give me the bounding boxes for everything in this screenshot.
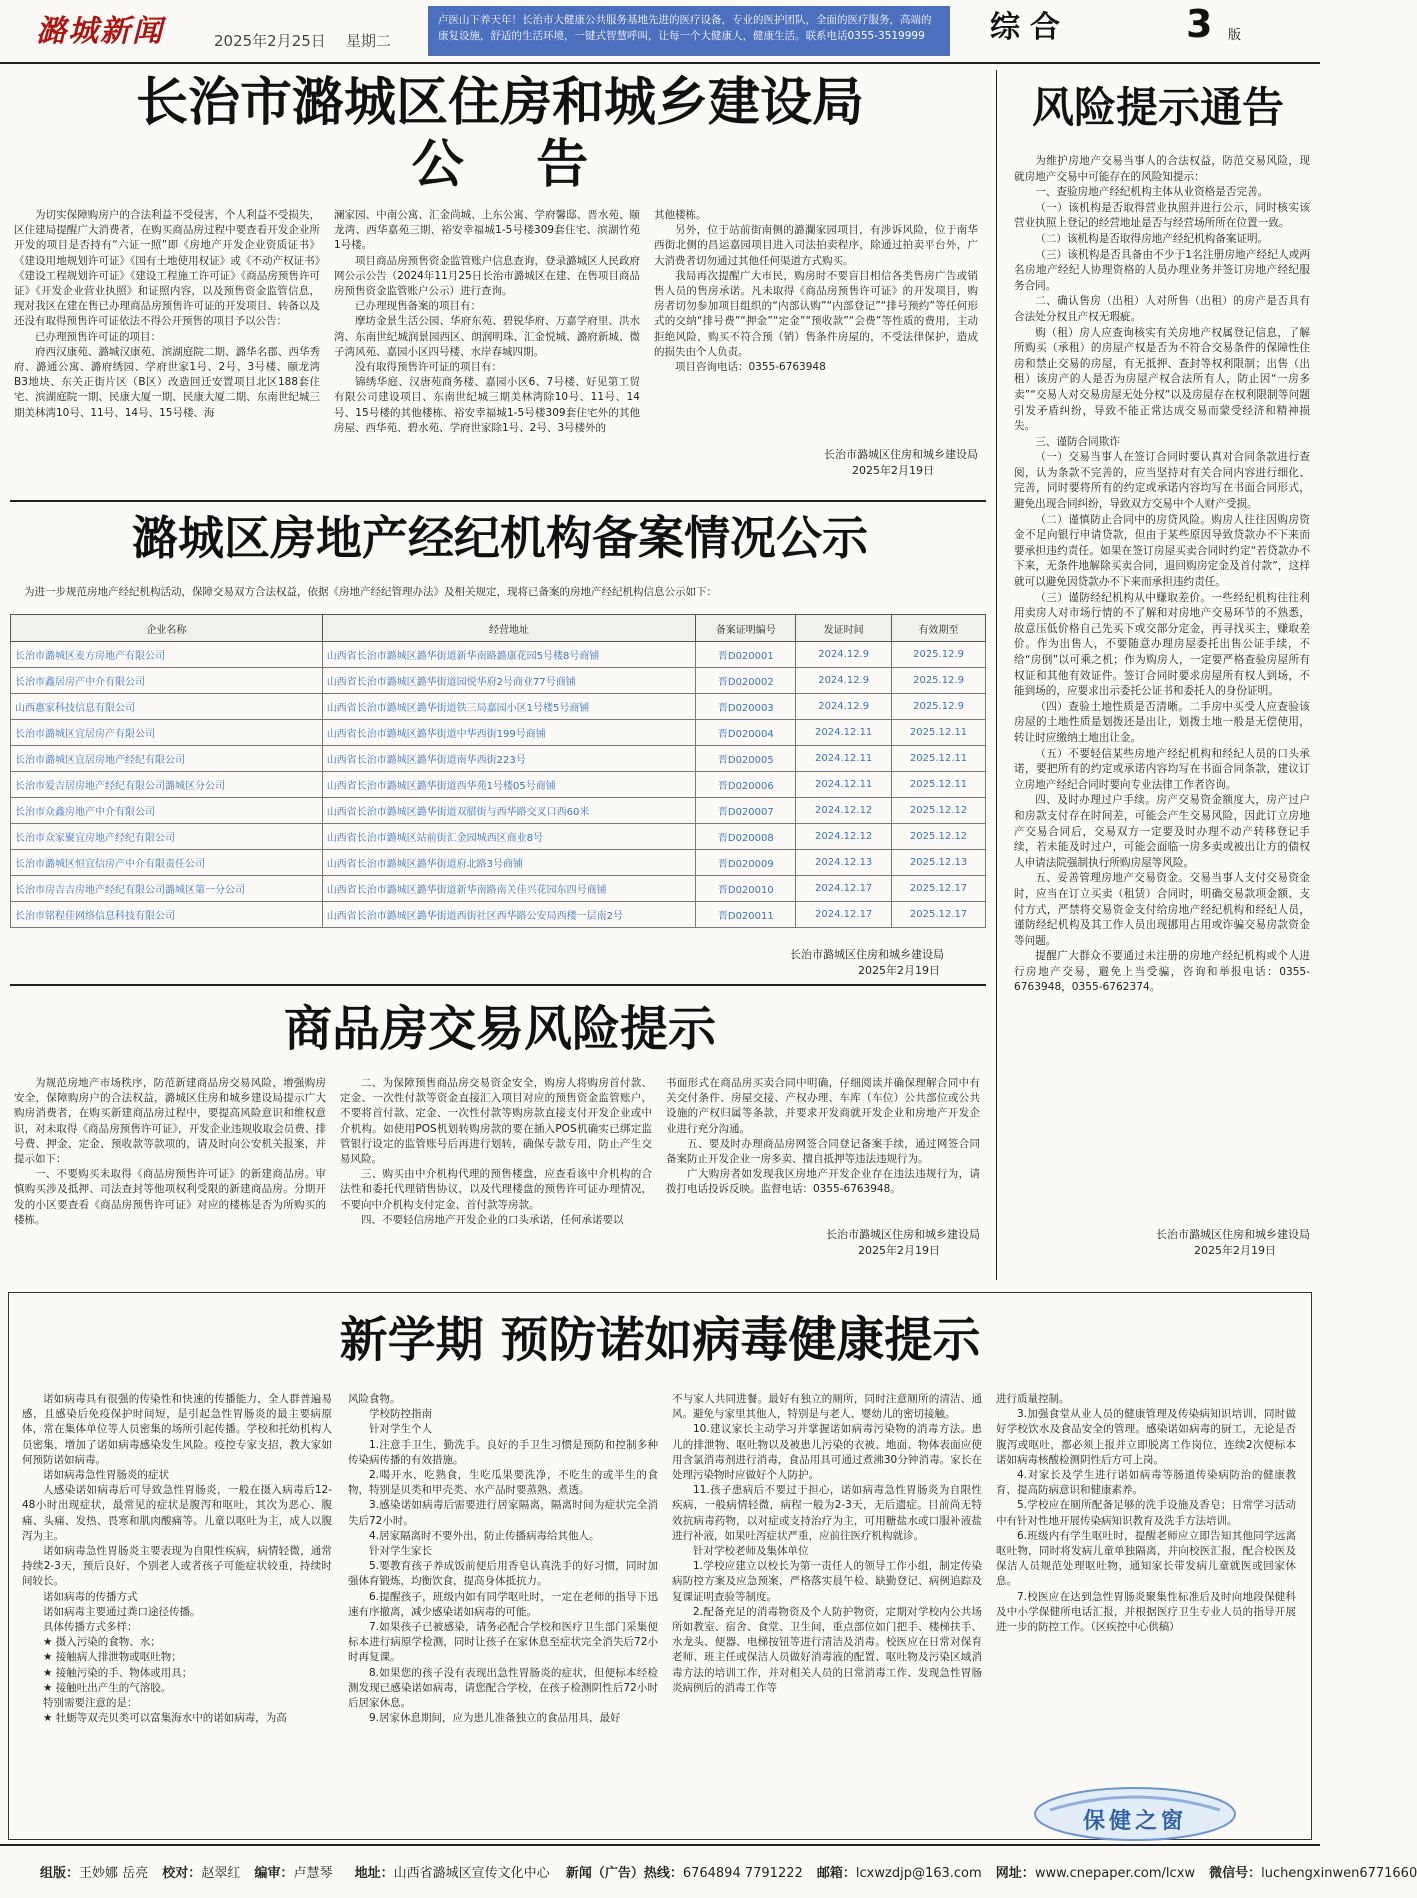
paragraph: 4.对家长及学生进行诺如病毒等肠道传染病防治的健康教育，提高防病意识和健康素养。 — [996, 1469, 1296, 1497]
health-column-1 — [22, 1392, 332, 1832]
cell-cert-no: 晋D020005 — [696, 746, 796, 772]
cell-valid-until: 2025.12.11 — [892, 746, 986, 772]
paragraph: 诺如病毒急性胃肠炎的症状 — [43, 1469, 169, 1482]
cell-issue-date: 2024.12.11 — [796, 746, 892, 772]
table-row — [11, 720, 986, 746]
paragraph: 为切实保障购房户的合法利益不受侵害，个人利益不受损失，区住建局提醒广大消费者，在购买商品房过程中要查看开发企业所开发的项目是否持有“六证一照”即《房地产开发企业资质证书》《建设用地规划许可证》《国有土地使用权证》或《不动产权证书》《建设工程规划许可证》《建设工程施工许可证》《商品房预售许可证》《开发企业营业执照》和证照内容，以及预售资金监管信息，现对我区在建在售已办理商品房预售许可证的开发项目、转备以及还没有取得预售许可证依法不得公开预售的项目予以公告： — [14, 209, 320, 328]
paragraph: 五、要及时办理商品房网签合同登记备案手续，通过网签合同备案防止开发企业一房多卖、擅自抵押等违法违规行为。 — [666, 1137, 980, 1166]
cell-valid-until: 2025.12.11 — [892, 772, 986, 798]
cell-valid-until: 2025.12.12 — [892, 798, 986, 824]
cell-valid-until: 2025.12.11 — [892, 720, 986, 746]
paragraph: （四）查验土地性质是否清晰。二手房中买受人应查验该房屋的土地性质是划拨还是出让，划拨土地一般是无偿使用，转让时应缴纳土地出让金。 — [1014, 700, 1310, 744]
page-unit: 版 — [1228, 28, 1242, 43]
paragraph: 针对学校老师及集体单位 — [693, 1545, 809, 1558]
table-row — [11, 642, 986, 668]
paragraph: 其他楼栋。 — [654, 209, 707, 221]
paragraph: 诺如病毒急性胃肠炎主要表现为自限性疾病，病情轻微，通常持续2-3天，预后良好，个别老人或者孩子可能症状较重，持续时间较长。 — [22, 1545, 332, 1588]
footer-label: 网址： — [995, 1866, 1035, 1881]
cell-valid-until: 2025.12.9 — [892, 694, 986, 720]
paragraph: 府西汉康苑、潞城汉康苑、滨湖庭院二期、潞华名郡、西华秀府、潞通公寓、潞府绣园、学府世家1号、2号、3号楼、颐龙湾B3地块、东关正街片区（B区）改造回迁安置项目北区188套住宅、滨湖庭院一期、民康大厦一期、民康大厦二期、东南世纪城三期美林湾10号、11号、14号、15号楼、海 — [14, 345, 320, 419]
paragraph: 一、不要购买未取得《商品房预售许可证》的新建商品房。审慎购买涉及抵押、司法查封等他项权利受限的新建商品房。分期开发的小区要查看《商品房预售许可证》对应的楼栋是否为所购买的楼栋。 — [14, 1168, 326, 1226]
paragraph: 澜家园、中南公寓、汇金尚城、上东公寓、学府馨邸、晋水苑、颐龙湾、西华嘉苑三期、裕安幸福城1-5号楼309套住宅、滨湖竹苑1号楼。 — [334, 209, 640, 252]
cell-company: 山西惠家科技信息有限公司 — [11, 694, 323, 720]
cell-cert-no: 晋D020011 — [696, 902, 796, 928]
paragraph: 为维护房地产交易当事人的合法权益，防范交易风险，现就房地产交易中可能存在的风险知提示： — [1014, 155, 1310, 183]
paragraph: 10.建议家长主动学习并掌握诺如病毒污染物的消毒方法。患儿的排泄物、呕吐物以及被患儿污染的衣被、地面、物体表面应使用含氯消毒剂进行消毒，食品用具可通过煮沸30分钟消毒。家长在处理污染物时应做好个人防护。 — [672, 1423, 982, 1482]
cell-cert-no: 晋D020004 — [696, 720, 796, 746]
masthead — [0, 0, 1320, 64]
paragraph: ★ 牡蛎等双壳贝类可以富集海水中的诺如病毒，为高 — [43, 1712, 287, 1725]
cell-cert-no: 晋D020008 — [696, 824, 796, 850]
cell-address: 山西省长治市潞城区站前街汇金园城西区商业8号 — [322, 824, 696, 850]
paragraph: 已办理现售备案的项目有： — [355, 300, 481, 313]
commodity-date: 2025年2月19日 — [858, 1244, 940, 1257]
agency-signature: 长治市潞城区住房和城乡建设局 — [790, 948, 944, 961]
announcement-column-2 — [334, 208, 640, 498]
paragraph: 一、查验房地产经纪机构主体从业资格是否完善。 — [1035, 186, 1269, 199]
paragraph: 具体传播方式多样： — [43, 1621, 138, 1634]
cell-cert-no: 晋D020002 — [696, 668, 796, 694]
cell-issue-date: 2024.12.12 — [796, 824, 892, 850]
paragraph: 6.班级内有学生呕吐时，提醒老师应立即告知其他同学远离呕吐物，同时将发病儿童单独隔离，并向校医汇报，配合校医及保洁人员规范处理呕吐物，通知家长带发病儿童就医或回家休息。 — [996, 1529, 1296, 1588]
footer-rule — [0, 1844, 1320, 1846]
cell-address: 山西省长治市潞城区潞华街道府北路3号商铺 — [322, 850, 696, 876]
paragraph: 项目商品房预售资金监管账户信息查询，登录潞城区人民政府网公示公告（2024年11月25日长治市潞城区在建、在售项目商品房预售资金监管账户公示）进行查询。 — [334, 254, 640, 298]
issue-weekday: 星期二 — [346, 32, 392, 50]
footer-editor: 卢慧琴 — [293, 1866, 333, 1881]
paragraph: 1.注意手卫生，勤洗手。良好的手卫生习惯是预防和控制多种传染病传播的有效措施。 — [348, 1438, 658, 1466]
paragraph: ★ 接触病人排泄物或呕吐物； — [43, 1651, 182, 1664]
page-number: 3 — [1186, 2, 1213, 46]
cell-valid-until: 2025.12.9 — [892, 668, 986, 694]
table-row — [11, 694, 986, 720]
paragraph: 针对学生家长 — [369, 1545, 432, 1558]
paragraph: 我局再次提醒广大市民，购房时不要盲目相信各类售房广告或销售人员的售房承诺。凡未取得《商品房预售许可证》的开发项目，购房者切勿参加项目组织的“内部认购”“内部登记”“排号预约”等任何形式的交纳“排号费”“押金”“定金”“预收款”“会费”等性质的费用，主动拒绝风险，购买不符合预（销）售条件房屋的，不受法律保护，造成的损失由个人负责。 — [654, 269, 978, 358]
footer-web: www.cnepaper.com/lcxw — [1034, 1866, 1196, 1881]
paragraph: 诺如病毒具有很强的传染性和快速的传播能力，全人群普遍易感，且感染后免疫保护时间短，是引起急性胃肠炎的最主要病原体，常在集体单位等人员密集的场所引起传播。学校和托幼机构人员密集，增加了诺如病毒感染发生风险。疫控专家支招，教大家如何预防诺如病毒。 — [22, 1393, 332, 1466]
paragraph: 锦绣华庭、汉唐苑商务楼、嘉园小区6、7号楼、好见第工贸有限公司建设项目、东南世纪城三期美林湾除10号、11号、14号、15号楼的其他楼栋、裕安幸福城1-5号楼309套住宅外的其他房屋、西华苑、碧水苑、学府世家除1号、2号、3号楼外的 — [334, 376, 640, 434]
cell-cert-no: 晋D020007 — [696, 798, 796, 824]
header-advertisement: 卢医山下养天年！长治市大健康公共服务基地先进的医疗设备，专业的医护团队，全面的医疗服务，高端的康复设施，舒适的生活环境，一键式智慧呼叫，让每一个大健康人，健康生活。联系电话0355-3519999 — [428, 6, 950, 56]
cell-valid-until: 2025.12.13 — [892, 850, 986, 876]
paragraph: 为规范房地产市场秩序，防范新建商品房交易风险，增强购房安全，保障购房户的合法权益，潞城区住房和城乡建设局提示广大购房消费者，在购买新建商品房过程中，要提高风险意识和维权意识，对未取得《商品房预售许可证》，开发企业违规收取会员费、排号费、押金、定金、预收款等款项的，请及时向公安机关报案，并提示如下： — [14, 1077, 326, 1166]
paragraph: 5.学校应在厕所配备足够的洗手设施及香皂；日常学习活动中有针对性地开展传染病知识教育及洗手方法培训。 — [996, 1499, 1296, 1527]
footer — [0, 1848, 1417, 1898]
health-column-3 — [672, 1392, 982, 1832]
cell-company: 长治市潞城区宜居房产有限公司 — [11, 720, 323, 746]
paragraph: 没有取得预售许可证的项目有： — [355, 361, 502, 374]
paragraph: 学校防控指南 — [369, 1408, 432, 1421]
cell-address: 山西省长治市潞城区潞华街道双腊街与西华路交叉口西60米 — [322, 798, 696, 824]
paragraph: 6.提醒孩子，班级内如有同学呕吐时，一定在老师的指导下迅速有序撤离，减少感染诺如病毒的可能。 — [348, 1590, 658, 1618]
cell-company: 长治市众鑫房地产中介有限公司 — [11, 798, 323, 824]
risk-notice-signature: 长治市潞城区住房和城乡建设局 — [1156, 1228, 1310, 1241]
paragraph: （一）交易当事人在签订合同时要认真对合同条款进行查阅，认为条款不完善的，应当坚持对有关合同内容进行细化、完善，同时要将所有的约定或承诺内容均写在书面合同形式，避免出现合同纠纷，导致双方交易中个人财产受损。 — [1014, 451, 1310, 511]
header-issue-date: 发证时间 — [796, 615, 892, 642]
footer-label: 校对： — [162, 1866, 202, 1881]
agency-table-wrapper — [10, 614, 986, 928]
cell-issue-date: 2024.12.11 — [796, 772, 892, 798]
paragraph: （三）谨防经纪机构从中赚取差价。一些经纪机构往往利用卖房人对市场行情的不了解和对房地产交易环节的不熟悉，故意压低价格自己先买下或交部分定金，再寻找买主，赚取差价。作为出售人，不要随意办理房屋委托出售公证手续，不给“房倒”以可乘之机；作为购房人，一定要严格查验房屋所有权证和其他有效证件。签订合同时要求房屋所有权人到场，不能到场的，应要求出示委托公证书和委托人的身份证明。 — [1014, 591, 1310, 698]
header-address: 经营地址 — [322, 615, 696, 642]
table-row — [11, 850, 986, 876]
paragraph: 3.感染诺如病毒后需要进行居家隔离，隔离时间为症状完全消失后72小时。 — [348, 1499, 658, 1527]
table-header-row — [11, 615, 986, 642]
paragraph: 11.孩子患病后不要过于担心，诺如病毒急性胃肠炎为自限性疾病，一般病情轻微，病程一般为2-3天，无后遗症。目前尚无特效抗病毒药物，以对症或支持治疗为主，可用糖盐水或口服补液盐进行补液，如果吐泻症状严重，应前往医疗机构就诊。 — [672, 1484, 982, 1542]
paragraph: 8.如果您的孩子没有表现出急性胃肠炎的症状，但便标本经检测发现已感染诺如病毒，请您配合学校，在孩子检测阴性后72小时后居家休息。 — [348, 1666, 658, 1710]
cell-company: 长治市爱吉居房地产经纪有限公司潞城区分公司 — [11, 772, 323, 798]
cell-company: 长治市众家聚宜房地产经纪有限公司 — [11, 824, 323, 850]
health-column-2 — [348, 1392, 658, 1832]
cell-company: 长治市潞城区宜居房地产经纪有限公司 — [11, 746, 323, 772]
newspaper-logo: 潞城新闻 — [36, 14, 164, 49]
health-column-4 — [996, 1392, 1296, 1772]
paragraph: 书面形式在商品房买卖合同中明确，仔细阅读并确保理解合同中有关交付条件、房屋交接、产权办理、车库（车位）公共部位或公共设施的产权归属等条款，并要求开发商就开发企业和房地产开发企业进行充分沟通。 — [666, 1077, 980, 1135]
paragraph: 已办理预售许可证的项目： — [35, 330, 161, 343]
announcement-title-line1: 长治市潞城区住房和城乡建设局 — [135, 72, 864, 133]
paragraph: 四、不要轻信房地产开发企业的口头承诺，任何承诺要以 — [361, 1213, 624, 1226]
paragraph: （一）该机构是否取得营业执照并进行公示，同时核实该营业执照上登记的经营地址是否与经营场所所在位置一致。 — [1014, 201, 1310, 230]
paragraph: 不与家人共同进餐。最好有独立的厕所，同时注意厕所的清洁、通风。避免与家里其他人，特别是与老人、婴幼儿的密切接触。 — [672, 1393, 982, 1421]
cell-issue-date: 2024.12.12 — [796, 798, 892, 824]
cell-issue-date: 2024.12.13 — [796, 850, 892, 876]
cell-address: 山西省长治市潞城区潞华街道西街社区西华路公安局西楼一层南2号 — [322, 902, 696, 928]
table-row — [11, 798, 986, 824]
paragraph: 四、及时办理过户手续。房产交易资金额度大，房产过户和房款支付存在时间差，可能会产生交易风险，因此订立房地产交易合同后，交易双方一定要及时办理不动产转移登记手续，若未能及时过户，可能会面临一房多卖或被出让方的债权人申请法院强制执行所购房屋等风险。 — [1014, 794, 1310, 869]
section-name: 综合 — [990, 10, 1070, 45]
agency-title: 潞城区房地产经纪机构备案情况公示 — [132, 511, 868, 565]
paragraph: （二）该机构是否取得房地产经纪机构备案证明。 — [1035, 232, 1269, 245]
risk-notice-body — [1014, 154, 1310, 1214]
paragraph: （三）该机构是否具备由不少于1名注册房地产经纪人或两名房地产经纪人协理资格的人员办理业务并签订房地产经纪服务合同。 — [1014, 248, 1310, 292]
paragraph: 五、妥善管理房地产交易资金。交易当事人支付交易资金时，应当在订立买卖（租赁）合同时，明确交易款项金额、支付方式，严禁将交易资金支付给房地产经纪机构和经纪人员，谨防经纪机构及其工作人员出现挪用占用或诈骗交易房款资金等问题。 — [1014, 872, 1310, 947]
cell-cert-no: 晋D020010 — [696, 876, 796, 902]
issue-date: 2025年2月25日 — [214, 32, 326, 50]
table-row — [11, 772, 986, 798]
agency-table — [10, 614, 986, 928]
header-company: 企业名称 — [11, 615, 323, 642]
emblem-text: 保健之窗 — [1082, 1808, 1187, 1834]
cell-company: 长治市潞城区麦方房地产有限公司 — [11, 642, 323, 668]
cell-issue-date: 2024.12.9 — [796, 642, 892, 668]
commodity-column-3 — [666, 1076, 980, 1224]
commodity-signature: 长治市潞城区住房和城乡建设局 — [826, 1228, 980, 1241]
announcement-column-3 — [654, 208, 978, 430]
cell-issue-date: 2024.12.11 — [796, 720, 892, 746]
cell-address: 山西省长治市潞城区潞华街道新华南路潞康花园5号楼8号商铺 — [322, 642, 696, 668]
paragraph: 1.学校应建立以校长为第一责任人的领导工作小组，制定传染病防控方案及应急预案，严格落实晨午检、缺勤登记、病例追踪及复课证明查验等制度。 — [672, 1560, 982, 1603]
paragraph: 4.居家隔离时不要外出，防止传播病毒给其他人。 — [369, 1529, 600, 1542]
paragraph: 项目咨询电话：0355-6763948 — [675, 361, 826, 374]
footer-wechat: luchengxinwen6771660 — [1261, 1866, 1417, 1881]
cell-address: 山西省长治市潞城区潞华街道西华苑1号楼05号商铺 — [322, 772, 696, 798]
risk-notice-date: 2025年2月19日 — [1194, 1244, 1276, 1257]
announcement-signature: 长治市潞城区住房和城乡建设局 — [824, 448, 978, 461]
cell-cert-no: 晋D020001 — [696, 642, 796, 668]
footer-group: 王妙娜 岳亮 — [79, 1866, 149, 1881]
paragraph: 3.加强食堂从业人员的健康管理及传染病知识培训，同时做好学校饮水及食品安全的管理。感染诺如病毒的厨工，无论是否腹泻或呕吐，都必须上报并立即脱离工作岗位，连续2次便标本诺如病毒核酸检测阴性后方可上岗。 — [996, 1408, 1296, 1466]
announcement-column-1 — [14, 208, 320, 498]
paragraph: 针对学生个人 — [369, 1423, 432, 1436]
paragraph: 风险食物。 — [348, 1393, 401, 1405]
paragraph: ★ 接触污染的手、物体或用具； — [43, 1666, 193, 1679]
table-row — [11, 668, 986, 694]
table-row — [11, 876, 986, 902]
paragraph: 广大购房者如发现我区房地产开发企业存在违法违规行为，请拨打电话投诉反映。监督电话：0355-6763948。 — [666, 1168, 980, 1196]
footer-label: 邮箱： — [816, 1866, 856, 1881]
section-rule — [10, 984, 986, 986]
paragraph: 2.喝开水，吃熟食，生吃瓜果要洗净，不吃生的或半生的食物，特别是贝类和甲壳类、水产品时要蒸熟、煮透。 — [348, 1469, 658, 1497]
cell-issue-date: 2024.12.17 — [796, 876, 892, 902]
cell-cert-no: 晋D020009 — [696, 850, 796, 876]
footer-email: lcxwzdjp@163.com — [855, 1866, 982, 1881]
cell-address: 山西省长治市潞城区潞华街道新华南路南关佳兴花园东四号商铺 — [322, 876, 696, 902]
footer-proof: 赵翠红 — [201, 1866, 241, 1881]
paragraph: 人感染诺如病毒后可导致急性胃肠炎，一般在摄入病毒后12-48小时出现症状，最常见的症状是腹泻和呕吐，其次为恶心、腹痛、头痛、发热、畏寒和肌肉酸痛等。儿童以呕吐为主，成人以腹泻为主。 — [22, 1484, 332, 1542]
table-row — [11, 824, 986, 850]
header-valid-until: 有效期至 — [892, 615, 986, 642]
paragraph: ★ 接触吐出产生的气溶胶。 — [43, 1681, 172, 1694]
commodity-title: 商品房交易风险提示 — [283, 1001, 716, 1057]
cell-address: 山西省长治市潞城区潞华街道中华西街199号商铺 — [322, 720, 696, 746]
footer-label: 新闻（广告）热线： — [565, 1866, 683, 1881]
cell-valid-until: 2025.12.17 — [892, 876, 986, 902]
risk-notice-title: 风险提示通告 — [1031, 83, 1284, 132]
cell-valid-until: 2025.12.12 — [892, 824, 986, 850]
paragraph: 购（租）房人应查询核实有关房地产权属登记信息，了解所购买（承租）的房屋产权是否为不符合交易条件的保障性住房和禁止交易的房屋，有无抵押、查封等权利限制；出售（出租）该房产的人是否为房屋产权合法所有人，防止因“一房多卖”“交易人对交易房屋无处分权”以及房屋存在权利限制等问题引发矛盾纠纷，导致不能正常达成交易而蒙受经济和精神损失。 — [1014, 326, 1310, 433]
paragraph: 三、购买由中介机构代理的预售楼盘，应查看该中介机构的合法性和委托代理销售协议，以及代理楼盘的预售许可证办理情况，不要向中介机构支付定金、首付款等房款。 — [340, 1168, 652, 1211]
section-rule — [10, 500, 986, 502]
footer-label: 微信号： — [1209, 1866, 1262, 1881]
cell-company: 长治市铭程佳网络信息科技有限公司 — [11, 902, 323, 928]
footer-label: 组版： — [40, 1866, 80, 1881]
paragraph: （五）不要轻信某些房地产经纪机构和经纪人员的口头承诺，要把所有的约定或承诺内容均写在书面合同条款，建议订立房地产经纪合同时要向专业法律工作者咨询。 — [1014, 747, 1310, 791]
cell-company: 长治市鑫居房产中介有限公司 — [11, 668, 323, 694]
cell-valid-until: 2025.12.17 — [892, 902, 986, 928]
commodity-column-1 — [14, 1076, 326, 1266]
footer-line — [40, 1862, 1417, 1881]
cell-issue-date: 2024.12.9 — [796, 668, 892, 694]
cell-issue-date: 2024.12.17 — [796, 902, 892, 928]
column-divider — [996, 70, 997, 1280]
paragraph: 诺如病毒的传播方式 — [43, 1590, 138, 1603]
announcement-date: 2025年2月19日 — [852, 464, 934, 477]
cell-address: 山西省长治市潞城区潞华街道南华西街223号 — [322, 746, 696, 772]
paragraph: 摩坊金景生活公园、华府东苑、碧锐华府、万嘉学府里、洪水湾、东南世纪城润景园西区、朗润明珠、汇金悦城、潞府新城、微子湾风苑、嘉园小区四号楼、水岸春城四期。 — [334, 315, 640, 358]
paragraph: 2.配备充足的消毒物资及个人防护物资，定期对学校内公共场所如教室、宿舍、食堂、卫生间，重点部位如门把手、楼梯扶手、水龙头、便器、电梯按钮等进行清洁及消毒。校医应在日常对保育老师、班主任或保洁人员做好消毒液的配置、呕吐物及污染区域消毒方法的培训工作，并对相关人员的日常消毒工作、发现急性胃肠炎病例后的消毒工作等 — [672, 1605, 982, 1694]
cell-issue-date: 2024.12.9 — [796, 694, 892, 720]
commodity-column-2 — [340, 1076, 652, 1266]
cell-address: 山西省长治市潞城区潞华街道园悦华府2号商业77号商铺 — [322, 668, 696, 694]
announcement-title-line2: 公 告 — [411, 134, 589, 195]
footer-hotline: 6764894 7791222 — [682, 1866, 803, 1881]
paragraph: 进行质量控制。 — [996, 1393, 1070, 1405]
cell-company: 长治市潞城区恒宜信房产中介有限责任公司 — [11, 850, 323, 876]
paragraph: 7.校医应在达到急性胃肠炎聚集性标准后及时向地段保健科及中小学保健所电话汇报，并根据医疗卫生专业人员的指导开展进一步的防控工作。（区疾控中心供稿） — [996, 1590, 1296, 1634]
paragraph: 9.居家休息期间，应为患儿准备独立的食品用具，最好 — [369, 1712, 621, 1725]
paragraph: 特别需要注意的是： — [43, 1697, 138, 1710]
footer-label: 地址： — [354, 1866, 394, 1881]
paragraph: ★ 摄入污染的食物、水； — [43, 1636, 161, 1649]
agency-date: 2025年2月19日 — [858, 964, 940, 977]
table-row — [11, 902, 986, 928]
cell-cert-no: 晋D020006 — [696, 772, 796, 798]
paragraph: （二）谨慎防止合同中的房贷风险。购房人往往因购房资金不足向银行申请贷款，但由于某些原因导致贷款办不下来而要承担违约责任。如果在签订房屋买卖合同时约定“若贷款办不下来，无条件地解除买卖合同，退回购房定金及首付款”，这样就可以避免因贷款办不下来而承担违约责任。 — [1014, 513, 1310, 589]
agency-intro: 为进一步规范房地产经纪机构活动，保障交易双方合法权益，依据《房地产经纪管理办法》及相关规定，现将已备案的房地产经纪机构信息公示如下： — [24, 586, 717, 598]
paragraph: 二、为保障预售商品房交易资金安全，购房人将购房首付款、定金、一次性付款等资金直接汇入项目对应的预售资金监管账户，不要将首付款、定金、一次性付款等购房款直接支付开发企业或中介机构。如使用POS机划转购房款的要在插入POS机确实已绑定监管银行设定的监管账号后再进行划转，确保专款专用，防止产生交易风险。 — [340, 1077, 652, 1166]
paragraph: 诺如病毒主要通过粪口途径传播。 — [43, 1605, 201, 1618]
footer-address: 山西省潞城区宣传文化中心 — [393, 1866, 550, 1881]
paragraph: 5.要教育孩子养成饭前便后用香皂认真洗手的好习惯，同时加强体育锻炼，均衡饮食，提高身体抵抗力。 — [348, 1560, 658, 1588]
paragraph: 三、谨防合同欺诈 — [1035, 435, 1120, 448]
paragraph: 另外，位于站前街南侧的潞瀾家园项目，有涉诉风险，位于南华西街北侧的昌运嘉园项目进入司法拍卖程序，除通过拍卖平台外，广大消费者切勿通过其他任何渠道方式购买。 — [654, 224, 978, 267]
health-window-emblem — [1030, 1780, 1240, 1844]
header-cert-no: 备案证明编号 — [696, 615, 796, 642]
paragraph: 二、确认售房（出租）人对所售（出租）的房产是否具有合法处分权且产权无瑕疵。 — [1014, 295, 1310, 323]
paragraph: 7.如果孩子已被感染，请务必配合学校和医疗卫生部门采集便标本进行病原学检测，同时让孩子在家休息至症状完全消失后72小时再复课。 — [348, 1621, 658, 1664]
table-row — [11, 746, 986, 772]
health-title: 新学期 预防诺如病毒健康提示 — [339, 1312, 981, 1368]
cell-address: 山西省长治市潞城区潞华街道铁三局嘉园小区1号楼5号商铺 — [322, 694, 696, 720]
cell-company: 长治市房吉吉房地产经纪有限公司潞城区第一分公司 — [11, 876, 323, 902]
paragraph: 提醒广大群众不要通过未注册的房地产经纪机构或个人进行房地产交易，避免上当受骗，咨询和举报电话：0355-6763948，0355-6762374。 — [1014, 950, 1310, 994]
cell-cert-no: 晋D020003 — [696, 694, 796, 720]
cell-valid-until: 2025.12.9 — [892, 642, 986, 668]
footer-label: 编审： — [254, 1866, 294, 1881]
